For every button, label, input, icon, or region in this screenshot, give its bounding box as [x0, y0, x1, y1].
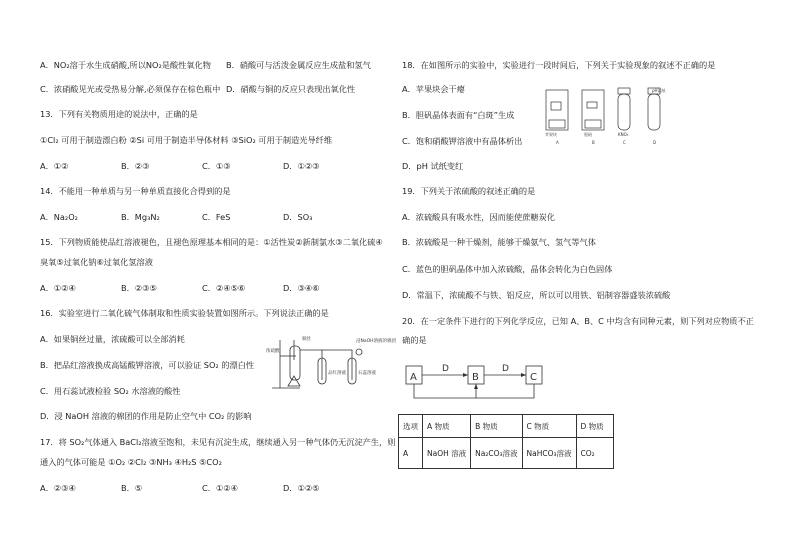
label-fig-c: KNO₃: [618, 132, 629, 137]
q14-stem: 14．不能用一种单质与另一种单质直接化合得到的是: [40, 186, 231, 196]
q14-option-c: C．FeS: [202, 212, 231, 222]
q18-option-a: A．苹果块会干瘪: [402, 84, 465, 94]
table-cell: NaOH 溶液: [423, 438, 471, 469]
q12-option-b: B．硝酸可与活泼金属反应生成盐和氢气: [226, 60, 371, 70]
scheme-a: A: [410, 372, 417, 383]
q18-option-d: D．pH 试纸变红: [402, 161, 464, 171]
q17-option-a: A．②③④: [40, 483, 76, 493]
table-cell: CO₂: [576, 438, 613, 469]
table-cell: NaHCO₃溶液: [522, 438, 576, 469]
q15-option-a: A．①②④: [40, 283, 76, 293]
q16-option-d: D．浸 NaOH 溶液的棉团的作用是防止空气中 CO₂ 的影响: [40, 411, 252, 421]
caption-c: C: [623, 140, 626, 145]
label-fig-d: pH试纸: [652, 88, 666, 93]
q15-stem: 15．下列物质能使品红溶液褪色，且褪色原理基本相同的是：①活性炭②新制氯水③二氧化硫④: [40, 237, 383, 247]
q18-option-b: B．胆矾晶体表面有“白斑”生成: [402, 110, 515, 120]
table-header-cell: 选项: [399, 415, 423, 438]
caption-b: B: [592, 140, 595, 145]
table-header-cell: C 物质: [522, 415, 576, 438]
caption-a: A: [556, 140, 559, 145]
label-litmus: 石蕊溶液: [358, 371, 376, 376]
q19-option-b: B．浓硫酸是一种干燥剂，能够干燥氨气、氢气等气体: [402, 237, 596, 247]
scheme-d2: D: [502, 364, 509, 374]
label-pinhong: 品红溶液: [328, 371, 346, 376]
q18-experiment-figure: [540, 84, 668, 146]
q17-stem-cont: 通入的气体可能是 ①O₂ ②Cl₂ ③NH₃ ④H₂S ⑤CO₂: [40, 457, 222, 467]
q13-statements: ①Cl₂ 可用于制造漂白粉 ②Si 可用于制造半导体材料 ③SiO₂ 可用于制造光导纤维: [40, 135, 333, 145]
table-header-cell: D 物质: [576, 415, 613, 438]
label-fig-b: 胆矾: [584, 132, 592, 137]
table-header-cell: A 物质: [423, 415, 471, 438]
q20-options-table: [398, 414, 614, 469]
table-cell: Na₂CO₃溶液: [471, 438, 522, 469]
q13-option-b: B．②③: [121, 161, 150, 171]
q18-option-c: C．饱和硝酸钾溶液中有晶体析出: [402, 136, 523, 146]
q12-option-a: A．NO₂溶于水生成硝酸,所以NO₂是酸性氧化物: [40, 60, 211, 70]
q15-stem-cont: 臭氧⑤过氧化钠⑥过氧化氢溶液: [40, 257, 153, 267]
q14-option-b: B．Mg₃N₂: [121, 212, 160, 222]
q12-option-d: D．硝酸与铜的反应只表现出氧化性: [226, 84, 356, 94]
so2-apparatus-figure: [264, 330, 397, 392]
scheme-c: C: [530, 372, 537, 383]
q17-option-d: D．①②⑤: [283, 483, 320, 493]
scheme-d1: D: [442, 364, 449, 374]
q18-stem: 18．在如图所示的实验中，实验进行一段时间后，下列关于实验现象的叙述不正确的是: [402, 60, 716, 70]
q14-option-d: D．SO₃: [283, 212, 313, 222]
reaction-scheme: [404, 358, 554, 404]
q14-option-a: A．Na₂O₂: [40, 212, 78, 222]
q13-option-d: D．①②③: [283, 161, 320, 171]
table-header-row: [399, 415, 614, 438]
q17-option-c: C．①②④: [202, 483, 238, 493]
q16-option-b: B．把品红溶液换成高锰酸钾溶液，可以验证 SO₂ 的漂白性: [40, 360, 255, 370]
q19-option-c: C．蓝色的胆矾晶体中加入浓硫酸，晶体会转化为白色固体: [402, 264, 613, 274]
table-row: [399, 438, 614, 469]
q20-stem-cont: 确的是: [402, 335, 427, 345]
q13-stem: 13．下列有关物质用途的说法中，正确的是: [40, 109, 198, 119]
q17-stem: 17．将 SO₂气体通入 BaCl₂溶液至饱和，未见有沉淀生成，继续通入另一种气体仍无沉淀产生，则: [40, 437, 396, 447]
scheme-b: B: [472, 372, 479, 383]
q13-option-c: C．①③: [202, 161, 231, 171]
caption-d: D: [653, 140, 657, 145]
q19-option-d: D．常温下，浓硫酸不与铁、铝反应，所以可以用铁、铝制容器盛装浓硫酸: [402, 290, 671, 300]
q12-option-c: C．浓硝酸见光或受热易分解,必须保存在棕色瓶中: [40, 84, 221, 94]
q19-stem: 19．下列关于浓硫酸的叙述正确的是: [402, 186, 536, 196]
q17-option-b: B．⑤: [121, 483, 143, 493]
q15-option-c: C．②④⑤⑥: [202, 283, 246, 293]
label-conc-acid: 浓硫酸: [266, 349, 280, 354]
q16-option-c: C．用石蕊试液检验 SO₂ 水溶液的酸性: [40, 386, 181, 396]
label-naoh: 浸NaOH溶液的棉团: [356, 339, 397, 344]
q20-stem: 20．在一定条件下进行的下列化学反应，已知 A、B、C 中均含有同种元素，则下列对应物质不正: [402, 316, 754, 326]
q15-option-b: B．②③⑤: [121, 283, 157, 293]
table-cell: A: [399, 438, 423, 469]
q16-stem: 16．实验室进行二氧化硫气体制取和性质实验装置如图所示。下列说法正确的是: [40, 308, 329, 318]
table-header-cell: B 物质: [471, 415, 522, 438]
q13-option-a: A．①②: [40, 161, 69, 171]
q16-option-a: A．如果铜丝过量，浓硫酸可以全部消耗: [40, 334, 185, 344]
q19-option-a: A．浓硫酸具有吸水性，因而能使蔗糖炭化: [402, 212, 555, 222]
label-apple: 苹果块: [545, 132, 557, 137]
label-copper: 铜丝: [302, 337, 311, 342]
q15-option-d: D．③④⑥: [283, 283, 320, 293]
